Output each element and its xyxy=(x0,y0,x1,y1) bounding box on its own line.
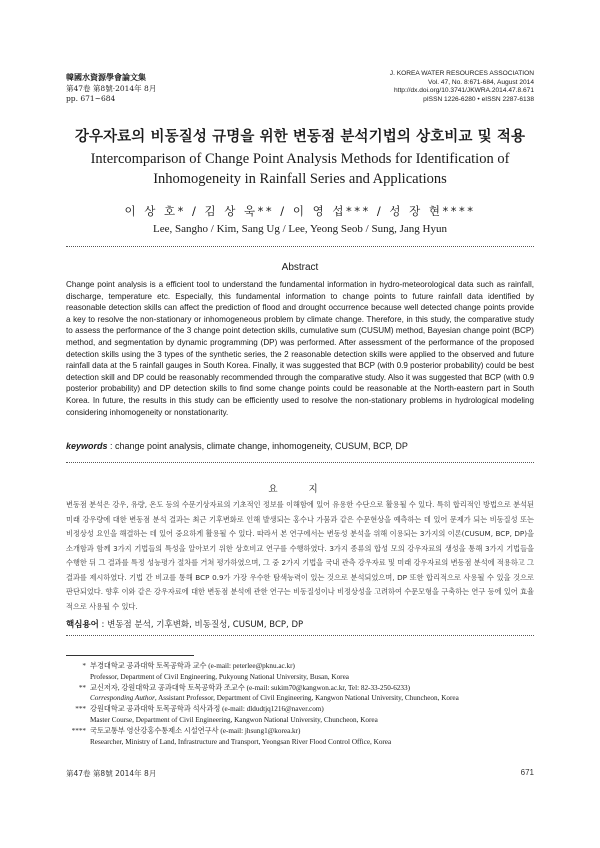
korean-keywords-line xyxy=(66,618,534,630)
footnote-affiliation-en: Researcher, Ministry of Land, Infrastructure and Transport, Yeongsan River Flood Control Office, Korea xyxy=(90,737,392,746)
footer-issue: 第47卷 第8號 2014年 8月 xyxy=(66,769,157,778)
keywords-line xyxy=(66,441,534,451)
abstract-heading: Abstract xyxy=(281,262,319,273)
footnote-affiliation-en-text: , Assistant Professor, Department of Civil Engineering, Kangwon National University, Chuncheon, Korea xyxy=(154,694,459,703)
korean-keywords-label: 핵심용어 xyxy=(66,620,99,630)
journal-header-right xyxy=(390,70,534,104)
footnote-2 xyxy=(66,683,536,694)
footnotes xyxy=(66,661,536,747)
journal-header-left xyxy=(66,73,156,105)
title-english-line2: Inhomogeneity in Rainfall Series and Applications xyxy=(153,171,447,187)
footnote-affiliation-en: Professor, Department of Civil Engineering, Pukyoung National University, Busan, Korea xyxy=(90,672,349,681)
divider-bottom xyxy=(66,635,534,636)
footnote-affiliation-ko: 교신저자, 강원대학교 공과대학 토목공학과 조교수 (e-mail: sukim70@kangwon.ac.kr, Tel: 82-33-250-6233) xyxy=(90,683,410,692)
keywords-text: : change point analysis, climate change, inhomogeneity, CUSUM, BCP, DP xyxy=(107,441,408,451)
footnote-marker: **** xyxy=(71,726,86,735)
footnote-marker: ** xyxy=(78,683,86,692)
authors-english: Lee, Sangho / Kim, Sang Ug / Lee, Yeong Seob / Sung, Jang Hyun xyxy=(153,223,447,235)
page-number: 671 xyxy=(520,768,534,777)
abstract-body: Change point analysis is a efficient tool to understand the fundamental information in hydro-meteorological data such as rainfall, discharge, temperature etc. Especially, this fundamental information to change points to future rainfall data identified by reasonable detection skills can affect the prediction of flood and drought occurrence because well detected change points provide a key to resolve the non-stationary or inhomogeneous problem by climate change. Therefore, in this study, the comparative study to assess the performance of the 3 change point detection skills, cumulative sum (CUSUM) method, Bayesian change point (BCP) method, and segmentation by dynamic programming (DP) was performed. After assessment of the performance of the proposed detection skills using the 3 types of the synthetic series, the 2 reasonable detection skills were applied to the observed and future rainfall data at the 5 rainfall gauges in South Korea. Finally, it was suggested that BCP (with 0.9 posterior probability) could be best detection skill and DP could be reasonably recommended through the comparative study. Also it was suggested that BCP (with 0.9 posterior probability) and DP detection skills to find some change points could be reasonable at the North-eastern part in South Korea. In future, the results in this study can be efficiently used to resolve the non-stationary problems in hydrological modeling considering inhomogeneity or nonstationarity. xyxy=(66,280,534,417)
korean-abstract-body: 변동점 분석은 강우, 유량, 온도 등의 수문기상자료의 기초적인 정보를 이해함에 있어 유용한 수단으로 활용될 수 있다. 특히 합리적인 방법으로 분석된 미래 강우량에 대한 변동점 분석 결과는 최근 기후변화로 인해 발생되는 홍수나 가뭄과 같은 수문현상을 예측하는 데 있어 문제가 되는 비동질성 또는 비정상성 요인을 해결하는 데 있어 중요하게 활용될 수 있다. 따라서 본 연구에서는 변동성 분석을 위해 이용되는 3가지의 이론(CUSUM, BCP, DP)을 소개함과 함께 3가지 기법들의 특성을 알아보기 위한 상호비교 연구를 수행하였다. 3가지 종류의 합성 모의 강우자료의 생성을 통해 3가지 기법들을 수행한 뒤 그 결과를 특정 성능평가 절차를 거쳐 평가하였으며, 그 중 2가지 기법을 국내 관측 강우자료 및 미래 강우자료의 변동점 분석에 적용하고 그 결과를 제시하였다. 기법 간 비교를 통해 BCP 0.9가 가장 우수한 탐색능력이 있는 것으로 분석되었으며, DP 또한 합리적으로 사용될 수 있을 것으로 판단되었다. 향후 이와 같은 강우자료에 대한 변동점 분석에 관한 연구는 비동질성이나 비정상성을 고려하여 수문모형을 구축하는 연구 등에 있어 효율적으로 사용될 수 있다. xyxy=(66,500,534,611)
journal-name-ko: 韓國水資源學會論文集 xyxy=(66,73,146,82)
journal-issue-en: Vol. 47, No. 8:671-684, August 2014 xyxy=(428,78,534,86)
journal-issue-ko: 第47卷 第8號·2014年 8月 xyxy=(66,83,157,93)
authors-korean: 이 상 호* / 김 상 욱** / 이 영 섭*** / 성 장 현**** xyxy=(124,204,476,218)
doi-link[interactable]: http://dx.doi.org/10.3741/JKWRA.2014.47.8.671 xyxy=(393,87,534,95)
footnote-affiliation-ko: 강원대학교 공과대학 토목공학과 석사과정 (e-mail: dldudtjq1216@naver.com) xyxy=(90,705,324,714)
keywords-label: keywords xyxy=(66,441,108,451)
title-english xyxy=(40,149,560,189)
footnote-affiliation-ko: 국토교통부 영산강홍수통제소 시설연구사 (e-mail: jhsung1@korea.kr) xyxy=(90,726,301,735)
title-korean: 강우자료의 비동질성 규명을 위한 변동점 분석기법의 상호비교 및 적용 xyxy=(74,129,526,145)
footnote-marker: * xyxy=(82,662,86,670)
footnote-affiliation-en xyxy=(66,693,536,704)
corresponding-author-label: Corresponding Author xyxy=(90,694,155,703)
journal-pages: pp. 671~684 xyxy=(66,94,116,103)
footnote-affiliation-en: Master Course, Department of Civil Engineering, Kangwon National University, Chuncheon, Korea xyxy=(90,715,378,724)
divider-top xyxy=(66,246,534,247)
divider-middle xyxy=(66,462,534,463)
title-english-line1: Intercomparison of Change Point Analysis Methods for Identification of xyxy=(90,151,510,167)
issn: pISSN 1226-6280 • eISSN 2287-6138 xyxy=(423,95,534,103)
footnote-3 xyxy=(66,704,536,715)
footnote-4 xyxy=(66,726,536,737)
footnote-1 xyxy=(66,661,536,672)
footnote-marker: *** xyxy=(75,705,86,714)
footnote-affiliation-ko: 부경대학교 공과대학 토목공학과 교수 (e-mail: peterlee@pknu.ac.kr) xyxy=(90,662,295,670)
footnote-rule xyxy=(66,655,194,656)
korean-keywords-text: : 변동점 분석, 기후변화, 비동질성, CUSUM, BCP, DP xyxy=(98,620,304,630)
korean-abstract-heading: 요 지 xyxy=(268,484,332,495)
journal-name-en: J. KOREA WATER RESOURCES ASSOCIATION xyxy=(389,70,534,77)
